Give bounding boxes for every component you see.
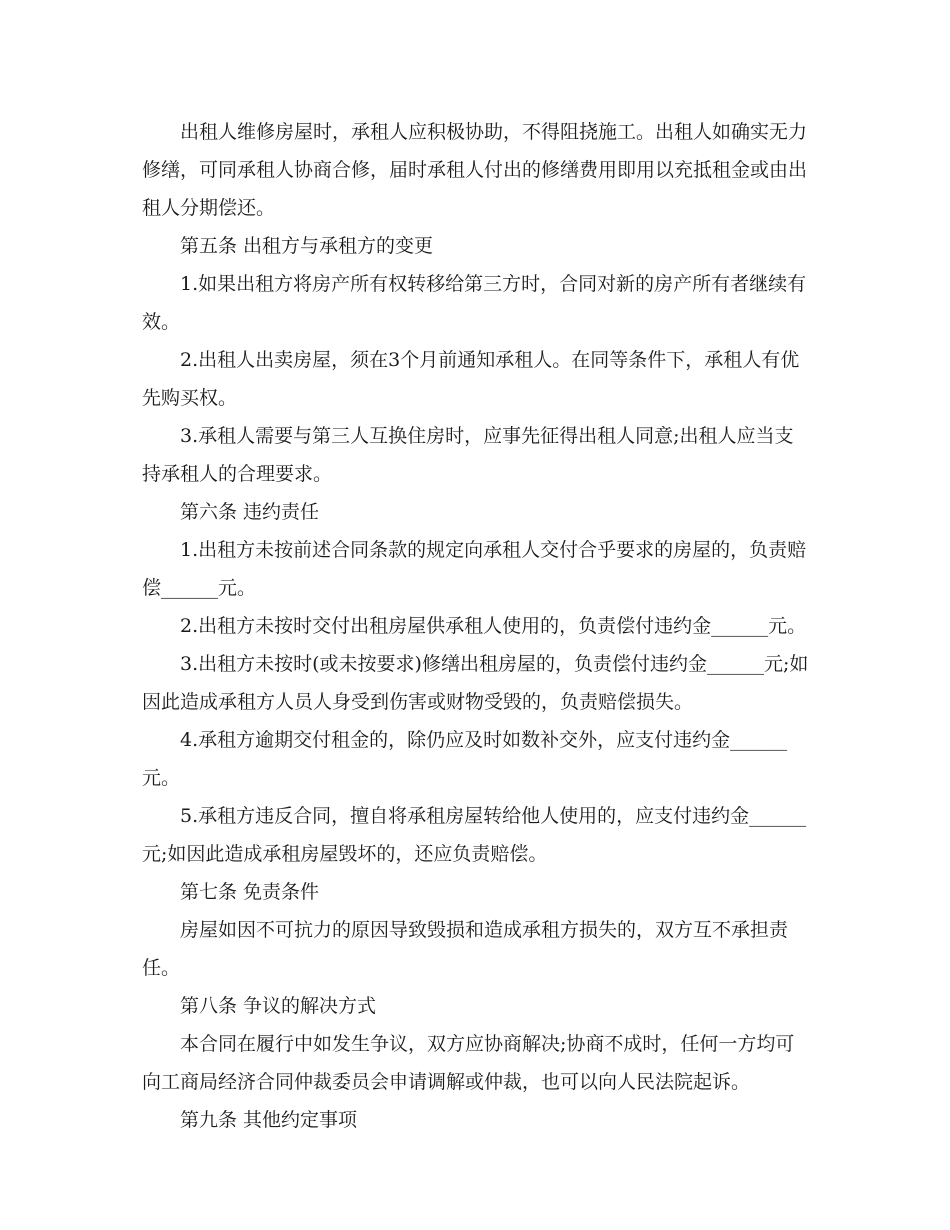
paragraph-6-1: 1.出租方未按前述合同条款的规定向承租人交付合乎要求的房屋的，负责赔偿______元。	[142, 539, 807, 599]
section-heading-5: 第五条 出租方与承租方的变更	[180, 235, 434, 257]
paragraph-7: 房屋如因不可抗力的原因导致毁损和造成承租方损失的，双方互不承担责任。	[142, 919, 789, 979]
paragraph-repair: 出租人维修房屋时，承租人应积极协助，不得阻挠施工。出租人如确实无力修缮，可同承租人协商合修，届时承租人付出的修缮费用即用以充抵租金或由出租人分期偿还。	[142, 121, 808, 219]
section-heading-8: 第八条 争议的解决方式	[180, 995, 377, 1017]
paragraph-6-4: 4.承租方逾期交付租金的，除仍应及时如数补交外，应支付违约金______元。	[142, 729, 788, 789]
document-body	[142, 113, 812, 1139]
paragraph-5-2: 2.出租人出卖房屋，须在3个月前通知承租人。在同等条件下，承租人有优先购买权。	[142, 349, 800, 409]
paragraph-6-5: 5.承租方违反合同，擅自将承租房屋转给他人使用的，应支付违约金______元;如因此造成承租房屋毁坏的，还应负责赔偿。	[142, 805, 807, 865]
paragraph-5-1: 1.如果出租方将房产所有权转移给第三方时，合同对新的房产所有者继续有效。	[142, 273, 807, 333]
paragraph-8: 本合同在履行中如发生争议，双方应协商解决;协商不成时，任何一方均可向工商局经济合同仲裁委员会申请调解或仲裁，也可以向人民法院起诉。	[142, 1033, 795, 1093]
paragraph-5-3: 3.承租人需要与第三人互换住房时，应事先征得出租人同意;出租人应当支持承租人的合理要求。	[142, 425, 794, 485]
section-heading-6: 第六条 违约责任	[180, 501, 320, 523]
section-heading-7: 第七条 免责条件	[180, 881, 320, 903]
paragraph-6-2: 2.出租方未按时交付出租房屋供承租人使用的，负责偿付违约金______元。	[180, 615, 807, 637]
paragraph-6-3: 3.出租方未按时(或未按要求)修缮出租房屋的，负责偿付违约金______元;如因此造成承租方人员人身受到伤害或财物受毁的，负责赔偿损失。	[142, 653, 809, 713]
section-heading-9: 第九条 其他约定事项	[180, 1109, 358, 1131]
